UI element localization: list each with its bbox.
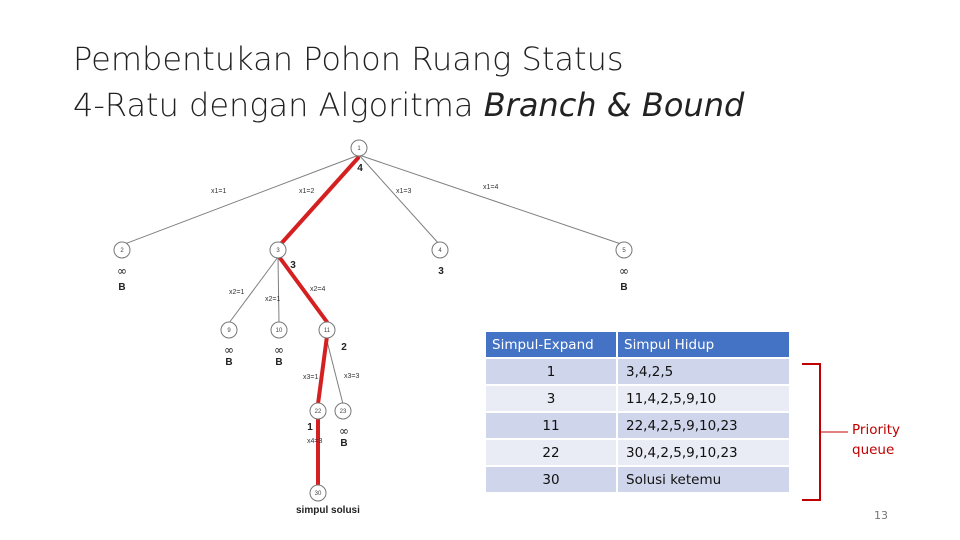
title-line-2-italic: Branch & Bound bbox=[483, 86, 745, 124]
title-line-2-text: 4-Ratu dengan Algoritma bbox=[73, 86, 484, 124]
edge-3-10 bbox=[278, 257, 279, 323]
node-cost-2: ∞ bbox=[117, 264, 127, 278]
edge-label-x4-3: x4=3 bbox=[307, 438, 323, 445]
edge-label-x2-1: x2=1 bbox=[229, 289, 245, 296]
expand-node-cell: 3 bbox=[486, 386, 616, 411]
table-row bbox=[486, 413, 789, 438]
page-number: 13 bbox=[874, 509, 888, 522]
edge-label-x1-3: x1=3 bbox=[396, 188, 412, 195]
edge-label-x1-2: x1=2 bbox=[299, 188, 315, 195]
node-id: 4 bbox=[438, 248, 442, 254]
edge-1-2 bbox=[122, 155, 359, 245]
live-nodes-cell: 30,4,2,5,9,10,23 bbox=[618, 440, 789, 465]
title-line-1: Pembentukan Pohon Ruang Status bbox=[73, 40, 624, 78]
node-id: 2 bbox=[120, 248, 124, 254]
edge-label-x3-3: x3=3 bbox=[344, 373, 360, 380]
edge-label-x2-1b: x2=1 bbox=[265, 296, 281, 303]
node-cost-10: ∞ bbox=[274, 343, 284, 357]
edge-1-5 bbox=[359, 155, 624, 245]
table-row bbox=[486, 467, 789, 492]
node-id: 30 bbox=[314, 491, 322, 497]
edge-label-x1-4: x1=4 bbox=[483, 184, 499, 191]
expand-node-cell: 22 bbox=[486, 440, 616, 465]
live-nodes-cell: Solusi ketemu bbox=[618, 467, 789, 492]
bound-mark-5: B bbox=[620, 282, 628, 293]
priority-queue-table bbox=[484, 330, 791, 494]
tree-node-23 bbox=[335, 403, 351, 419]
node-cost-5: ∞ bbox=[619, 264, 629, 278]
tree-node-30 bbox=[310, 485, 326, 501]
live-nodes-cell: 11,4,2,5,9,10 bbox=[618, 386, 789, 411]
tree-node-10 bbox=[271, 322, 287, 338]
tree-node-2 bbox=[114, 242, 130, 258]
edge-label-x2-4: x2=4 bbox=[310, 286, 326, 293]
node-id: 22 bbox=[314, 409, 322, 415]
solution-node-label: simpul solusi bbox=[296, 505, 360, 516]
tree-node-22 bbox=[310, 403, 326, 419]
tree-node-4 bbox=[432, 242, 448, 258]
node-cost-3: 3 bbox=[290, 260, 296, 271]
node-cost-23: ∞ bbox=[339, 424, 349, 438]
node-cost-9: ∞ bbox=[224, 343, 234, 357]
tree-node-1 bbox=[351, 140, 367, 156]
bound-mark-9: B bbox=[225, 357, 233, 368]
node-cost-1: 4 bbox=[357, 163, 363, 174]
node-id: 9 bbox=[227, 328, 231, 334]
tree-node-11 bbox=[319, 322, 335, 338]
table-row bbox=[486, 359, 789, 384]
expand-node-cell: 30 bbox=[486, 467, 616, 492]
table-row bbox=[486, 386, 789, 411]
node-id: 1 bbox=[357, 146, 361, 152]
node-id: 10 bbox=[275, 328, 283, 334]
node-id: 11 bbox=[323, 328, 331, 334]
table-row bbox=[486, 440, 789, 465]
node-cost-22: 1 bbox=[307, 422, 313, 433]
node-id: 5 bbox=[622, 248, 626, 254]
live-nodes-cell: 22,4,2,5,9,10,23 bbox=[618, 413, 789, 438]
edge-label-x1-1: x1=1 bbox=[211, 188, 227, 195]
bound-mark-10: B bbox=[275, 357, 283, 368]
tree-node-3 bbox=[270, 242, 286, 258]
expand-node-cell: 11 bbox=[486, 413, 616, 438]
priority-queue-label: Priority queue bbox=[852, 422, 901, 458]
node-cost-4: 3 bbox=[438, 266, 444, 277]
node-cost-11: 2 bbox=[341, 342, 347, 353]
column-header-live: Simpul Hidup bbox=[618, 332, 789, 357]
node-id: 23 bbox=[339, 409, 347, 415]
node-id: 3 bbox=[276, 248, 280, 254]
table-header-row bbox=[486, 332, 789, 357]
edge-label-x3-1: x3=1 bbox=[303, 374, 319, 381]
expand-node-cell: 1 bbox=[486, 359, 616, 384]
tree-node-9 bbox=[221, 322, 237, 338]
live-nodes-cell: 3,4,2,5 bbox=[618, 359, 789, 384]
bound-mark-23: B bbox=[340, 438, 348, 449]
path-edge-1-3 bbox=[279, 158, 358, 246]
path-edge-11-22 bbox=[318, 336, 327, 404]
column-header-expand: Simpul-Expand bbox=[486, 332, 616, 357]
tree-node-5 bbox=[616, 242, 632, 258]
priority-queue-bracket bbox=[802, 364, 820, 500]
bound-mark-2: B bbox=[118, 282, 126, 293]
